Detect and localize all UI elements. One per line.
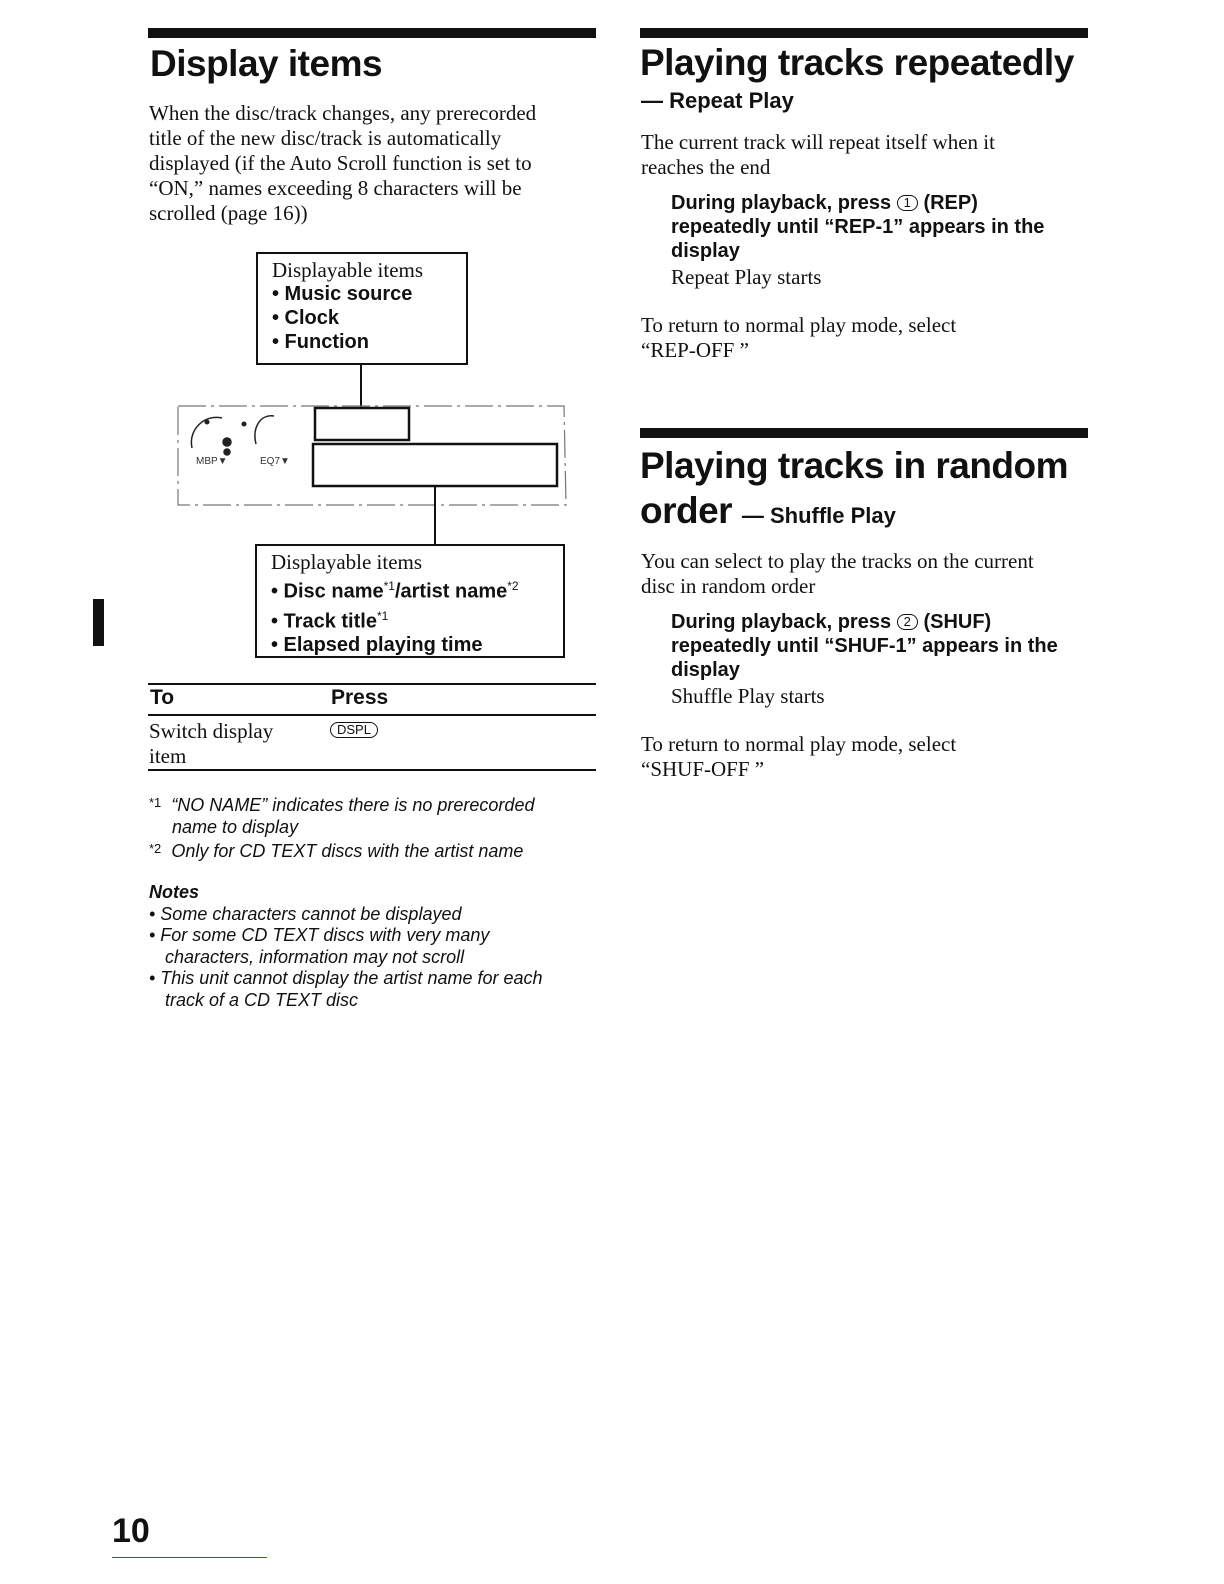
box-item: • Function (272, 331, 369, 353)
table-cell-to: Switch display item (149, 719, 274, 768)
display-panel-illustration (174, 400, 574, 515)
notes-title: Notes (149, 882, 200, 902)
dial-icon (191, 416, 274, 455)
repeat-step: During playback, press 1 (REP) repeatedly until “REP-1” appears in the display (671, 192, 1045, 262)
shuffle-title-line2: order — Shuffle Play (640, 490, 896, 531)
table-header-rule (148, 714, 596, 716)
eq-label-icon: EQ7▼ (260, 456, 290, 467)
repeat-intro: The current track will repeat itself when it reaches the end (641, 130, 995, 179)
table-header-to: To (150, 686, 175, 709)
repeat-return: To return to normal play mode, select “REP-OFF ” (641, 313, 957, 362)
intro-line: “ON,” names exceeding 8 characters will be (149, 176, 522, 200)
table-bottom-rule (148, 769, 596, 771)
button-2-icon: 2 (897, 614, 918, 630)
intro-line: scrolled (page 16)) (149, 201, 308, 225)
display-window-main (313, 444, 557, 486)
dspl-button-icon: DSPL (330, 722, 378, 741)
footnotes: $^{*1}$ “NO NAME” indicates there is no prerecorded name to display $^{*2}$ Only for CD TEXT discs with the artist name (149, 795, 535, 861)
intro-line: When the disc/track changes, any prerecorded (149, 101, 537, 125)
box-item-track-title: • Track title$^{*1}$ (271, 608, 389, 633)
display-items-title: Display items (150, 43, 383, 84)
section-rule-repeat (640, 28, 1088, 38)
page-number: 10 (112, 1512, 150, 1550)
shuffle-intro: You can select to play the tracks on the current disc in random order (641, 549, 1034, 598)
shuffle-return: To return to normal play mode, select “SHUF-OFF ” (641, 732, 957, 781)
section-tab-marker (93, 599, 104, 646)
callout-line-bottom (434, 486, 436, 544)
repeat-title: Playing tracks repeatedly (640, 42, 1074, 83)
notes: Notes • Some characters cannot be displayed • For some CD TEXT discs with very many characters, information may not scroll • This unit cannot display the artist name for each track of a CD TEXT disc (149, 882, 543, 1010)
display-items-intro (149, 101, 536, 226)
box-item-elapsed-time: • Elapsed playing time (271, 634, 483, 657)
displayable-items-box-bottom (255, 544, 565, 658)
box-item-disc-name: • Disc name$^{*1}$/artist name$^{*2}$ (271, 579, 519, 603)
intro-line: title of the new disc/track is automatically (149, 126, 502, 150)
repeat-result: Repeat Play starts (671, 265, 822, 289)
section-rule-display-items (148, 28, 596, 38)
mbp-label-icon: MBP▼ (196, 456, 228, 467)
shuffle-result: Shuffle Play starts (671, 684, 825, 708)
table-top-rule (148, 683, 596, 685)
box-heading: Displayable items (272, 258, 424, 282)
box-item: • Clock (272, 307, 340, 329)
shuffle-subtitle: — Shuffle Play (741, 503, 896, 528)
display-window-small (315, 408, 409, 440)
page-number-rule (112, 1557, 267, 1558)
shuffle-step: During playback, press 2 (SHUF) repeatedly until “SHUF-1” appears in the display (671, 611, 1058, 681)
box-heading: Displayable items (271, 550, 423, 574)
table-header-press: Press (331, 686, 389, 709)
button-1-icon: 1 (897, 195, 918, 211)
displayable-items-box-top (256, 252, 468, 365)
shuffle-title-line1: Playing tracks in random (640, 445, 1069, 486)
section-rule-shuffle (640, 428, 1088, 438)
intro-line: displayed (if the Auto Scroll function is set to (149, 151, 532, 175)
box-item: • Music source (272, 283, 413, 305)
repeat-subtitle: — Repeat Play (641, 88, 794, 113)
